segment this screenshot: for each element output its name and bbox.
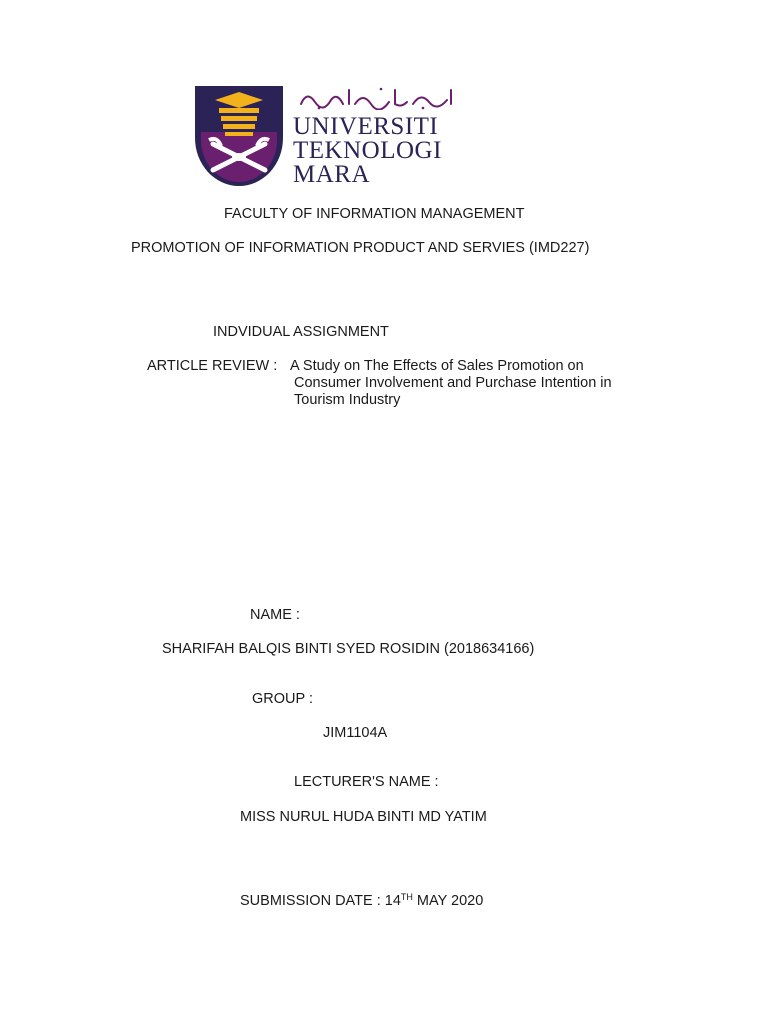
- lecturer-label: LECTURER'S NAME :: [294, 774, 439, 790]
- submission-month-year: MAY 2020: [412, 893, 484, 909]
- article-review-label: ARTICLE REVIEW :: [147, 358, 278, 374]
- article-title-line2: Consumer Involvement and Purchase Intention in: [294, 375, 612, 391]
- uitm-shield-icon: [195, 86, 283, 188]
- course-title: PROMOTION OF INFORMATION PRODUCT AND SERVIES (IMD227): [131, 240, 590, 256]
- uni-name-line2: TEKNOLOGI: [293, 137, 442, 164]
- group-label: GROUP :: [252, 691, 313, 707]
- article-title-line3: Tourism Industry: [294, 392, 401, 408]
- assignment-type: INDVIDUAL ASSIGNMENT: [213, 324, 389, 340]
- submission-label: SUBMISSION DATE : 14: [240, 893, 401, 909]
- student-name: SHARIFAH BALQIS BINTI SYED ROSIDIN (2018634166): [162, 641, 535, 657]
- article-title-line1: A Study on The Effects of Sales Promotion on: [290, 358, 584, 374]
- uni-name-line1: UNIVERSITI: [293, 113, 439, 140]
- group-value: JIM1104A: [323, 725, 388, 741]
- faculty-heading: FACULTY OF INFORMATION MANAGEMENT: [224, 206, 525, 222]
- jawi-script-logo: [297, 86, 457, 110]
- uni-name-line3: MARA: [293, 161, 371, 188]
- uitm-logo: [195, 86, 460, 188]
- lecturer-name: MISS NURUL HUDA BINTI MD YATIM: [240, 809, 487, 825]
- submission-superscript: TH: [400, 892, 413, 902]
- name-label: NAME :: [250, 607, 300, 623]
- submission-date: [240, 893, 483, 910]
